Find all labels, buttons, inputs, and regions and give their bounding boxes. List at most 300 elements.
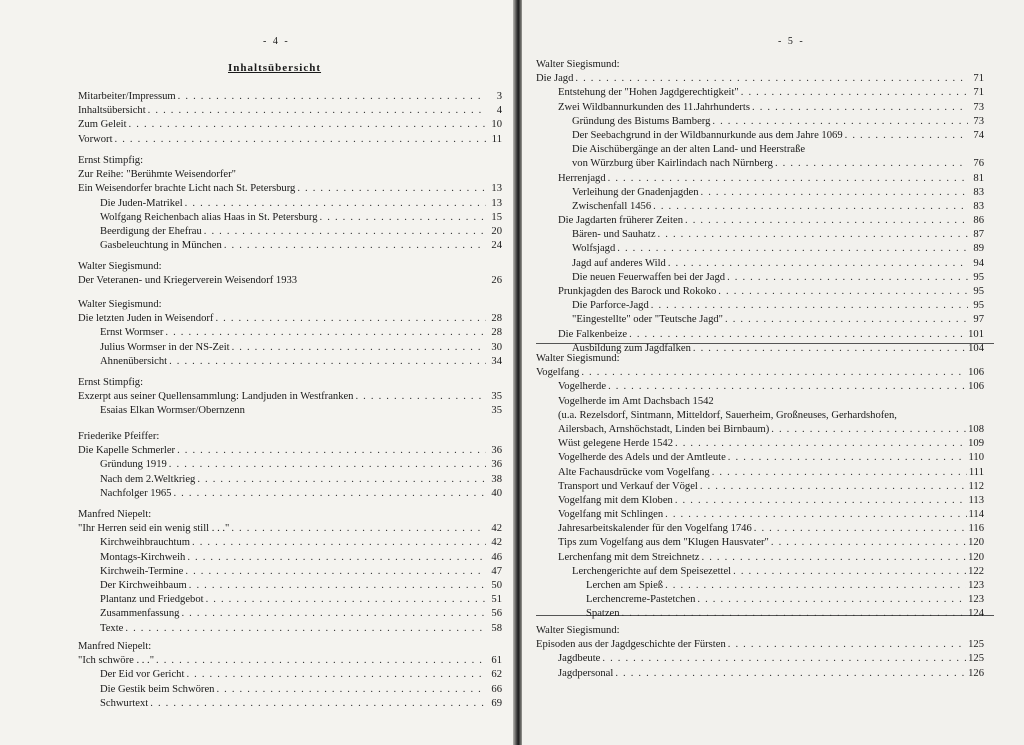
toc-leader-dots [165,326,486,340]
section-author: Manfred Niepelt: [78,641,152,652]
toc-entry-page: 11 [491,133,502,145]
toc-section [536,58,984,356]
toc-entry-page: 86 [973,215,984,227]
toc-entry-title: Die Jagdarten früherer Zeiten [558,215,683,227]
toc-leader-dots [727,271,968,285]
toc-section [78,298,502,369]
toc-entry-page: 36 [491,459,502,471]
toc-entry [536,242,984,256]
toc-leader-dots [668,257,968,271]
toc-entry-page: 114 [968,509,984,521]
toc-entry-title: Schwurtext [100,697,149,709]
toc-entry [78,404,502,418]
section-author: Ernst Stimpfig: [78,155,144,166]
toc-entry [536,214,984,228]
toc-entry-title: Gründung 1919 [100,459,167,471]
toc-leader-dots [206,593,486,607]
toc-entry-title: Die Gestik beim Schwören [100,683,215,695]
toc-section [536,624,984,681]
section-author: Friederike Pfeiffer: [78,431,160,442]
toc-entry-page: 73 [973,115,984,127]
toc-entry [78,654,502,668]
toc-entry-title: Der Seebachgrund in der Wildbannurkunde aus dem Jahre 1069 [572,129,843,141]
toc-entry [536,638,984,652]
section-author: Walter Siegismund: [536,59,620,70]
section-author: Ernst Stimpfig: [78,377,144,388]
toc-entry-page: 106 [968,381,984,393]
toc-entry [536,129,984,143]
toc-entry [536,508,984,522]
toc-leader-dots [148,104,486,118]
toc-entry-page: 87 [973,229,984,241]
toc-entry-title: Lerchencreme-Pastetchen [586,594,696,606]
toc-entry-page: 35 [491,405,502,417]
toc-entry-title: Zwei Wildbannurkunden des 11.Jahrhunderts [558,101,750,113]
toc-leader-dots [697,593,966,607]
toc-entry-page: 109 [968,438,984,450]
toc-entry-title: Wüst gelegene Herde 1542 [558,438,674,450]
toc-entry-title: Gasbeleuchtung in München [100,240,222,252]
toc-entry-page: 20 [491,225,502,237]
toc-entry-page: 35 [491,391,502,403]
book-gutter [513,0,522,745]
toc-leader-dots [169,458,486,472]
toc-entry-page: 89 [973,243,984,255]
toc-entry-page: 28 [491,313,502,325]
toc-entry-title: Zur Reihe: "Berühmte Weisendorfer" [78,169,236,181]
toc-entry-page: 124 [968,608,984,620]
toc-leader-dots [602,652,966,666]
toc-entry [78,225,502,239]
toc-section [78,430,502,501]
toc-entry-title: Verleihung der Gnadenjagden [572,186,699,198]
toc-entry-title: Beerdigung der Ehefrau [100,225,202,237]
toc-entry [536,328,984,342]
toc-leader-dots [775,157,968,171]
toc-entry [536,366,984,380]
toc-entry-title: Vogelfang mit Schlingen [558,509,664,521]
toc-entry [536,172,984,186]
toc-entry [536,380,984,394]
toc-leader-dots [187,551,486,565]
toc-entry-title: Nach dem 2.Weltkrieg [100,473,196,485]
toc-entry [78,182,502,196]
toc-entry-title: Wolfgang Reichenbach alias Haas in St. Petersburg [100,211,318,223]
toc-leader-dots [224,239,486,253]
toc-entry-page: 125 [968,653,984,665]
toc-entry-title: Der Veteranen- und Kriegerverein Weisendorf 1933 [78,275,298,287]
toc-leader-dots [771,536,966,550]
toc-entry-page: 4 [496,105,502,117]
toc-leader-dots [192,536,486,550]
toc-entry-title: Exzerpt aus seiner Quellensammlung: Landjuden in Westfranken [78,391,354,403]
toc-entry [536,607,984,621]
toc-entry-page: 110 [968,452,984,464]
toc-leader-dots [177,444,486,458]
toc-entry-page: 13 [491,183,502,195]
toc-leader-dots [725,313,968,327]
toc-entry [536,228,984,242]
toc-entry [536,86,984,100]
section-author: Manfred Niepelt: [78,509,152,520]
toc-entry-title: Jagd auf anderes Wild [572,257,666,269]
toc-leader-dots [115,133,486,147]
toc-entry [78,536,502,550]
toc-leader-dots [701,186,969,200]
toc-entry-title: Vorwort [78,133,113,145]
toc-heading: Inhaltsübersicht [228,62,322,74]
toc-entry-page: 42 [491,537,502,549]
toc-entry-title: Herrenjagd [558,172,606,184]
toc-entry-page: 108 [968,423,984,435]
toc-entry [536,551,984,565]
toc-leader-dots [150,697,486,711]
toc-leader-dots [355,390,486,404]
toc-entry-page: 58 [491,622,502,634]
toc-entry-page: 46 [491,551,502,563]
toc-leader-dots [653,200,968,214]
toc-entry-page: 95 [973,286,984,297]
toc-entry [536,257,984,271]
toc-entry [78,683,502,697]
toc-entry-page: 66 [491,683,502,695]
toc-leader-dots [665,579,966,593]
toc-entry-page: 126 [968,667,984,679]
toc-leader-dots [675,494,967,508]
toc-entry-page: 113 [968,494,984,506]
toc-entry-page: 122 [968,565,984,577]
toc-leader-dots [181,607,486,621]
toc-leader-dots [608,172,968,186]
toc-leader-dots [741,86,968,100]
toc-entry [78,668,502,682]
toc-leader-dots [752,101,968,115]
toc-entry-page: 50 [491,579,502,591]
toc-entry [78,473,502,487]
toc-entry [536,395,984,409]
toc-leader-dots [169,355,486,369]
toc-entry-title: Der Kirchweihbaum [100,579,187,591]
toc-entry-page: 95 [973,271,984,283]
toc-entry-page: 69 [491,697,502,709]
toc-section [78,640,502,711]
toc-entry-title: Die Juden-Matrikel [100,197,183,209]
toc-entry-page: 28 [491,327,502,339]
toc-entry-title: Lerchenfang mit dem Streichnetz [558,551,700,563]
toc-entry-title: Die Falkenbeize [558,328,628,340]
toc-entry-title: Inhaltsübersicht [78,105,146,117]
toc-entry-title: Kirchweih-Termine [100,565,184,577]
toc-entry [78,458,502,472]
toc-entry-page: 40 [491,487,502,499]
toc-leader-dots [754,522,967,536]
toc-entry [536,143,984,157]
toc-entry-page: 38 [491,473,502,485]
toc-entry [78,239,502,253]
toc-leader-dots [685,214,968,228]
toc-entry-title: Lerchengerichte auf dem Speisezettel [572,565,732,577]
toc-leader-dots [186,668,486,682]
toc-entry-title: Jahresarbeitskalender für den Vogelfang 1746 [558,523,752,535]
toc-entry-title: Spatzen [586,608,620,620]
section-author: Walter Siegismund: [78,261,162,272]
toc-section [78,260,502,288]
right-page [522,0,1024,745]
toc-leader-dots [700,480,967,494]
toc-entry-title: Jagdpersonal [558,667,614,679]
toc-leader-dots [728,451,967,465]
toc-entry-title: Zwischenfall 1456 [572,200,652,212]
toc-entry [78,341,502,355]
toc-leader-dots [185,197,486,211]
toc-leader-dots [608,380,966,394]
toc-entry [536,101,984,115]
toc-leader-dots [232,341,486,355]
toc-entry-title: Vogelfang mit dem Kloben [558,494,673,506]
toc-entry-title: Julius Wormser in der NS-Zeit [100,341,230,353]
toc-entry-title: Die neuen Feuerwaffen bei der Jagd [572,271,726,283]
toc-entry [78,312,502,326]
toc-entry-title: Die Aischübergänge an der alten Land- und Heerstraße [572,144,806,156]
toc-entry-page: 112 [968,480,984,492]
toc-entry [536,494,984,508]
toc-entry-title: Entstehung der "Hohen Jagdgerechtigkeit" [558,87,739,99]
toc-entry-title: Der Eid vor Gericht [100,669,185,681]
toc-entry-title: Zum Geleit [78,119,127,131]
toc-leader-dots [702,551,967,565]
toc-entry-page: 94 [973,257,984,269]
toc-leader-dots [629,328,966,342]
toc-entry-page: 73 [973,101,984,113]
toc-entry-page: 34 [491,355,502,367]
toc-leader-dots [651,299,968,313]
toc-entry [536,423,984,437]
toc-entry-page: 81 [973,172,984,184]
toc-leader-dots [231,522,486,536]
toc-entry-title: Plantanz und Friedgebot [100,594,204,606]
toc-entry-page: 111 [968,466,984,478]
toc-leader-dots [216,683,486,697]
toc-entry-title: Ahnenübersicht [100,355,168,367]
toc-leader-dots [728,638,966,652]
toc-leader-dots [197,473,486,487]
toc-leader-dots [125,622,486,636]
toc-entry-page: 120 [968,551,984,563]
toc-leader-dots [675,437,966,451]
toc-entry [536,480,984,494]
toc-section [78,154,502,253]
toc-entry [78,622,502,636]
toc-leader-dots [712,115,968,129]
toc-entry-title: (u.a. Rezelsdorf, Sintmann, Mitteldorf, Sauerheim, Großneuses, Gerhardshofen, [558,409,897,421]
toc-entry-title: Zusammenfassung [100,608,180,620]
toc-entry [78,355,502,369]
toc-entry-page: 56 [491,608,502,620]
toc-entry-title: Ausbildung zum Jagdfalken [572,342,691,354]
toc-leader-dots [665,508,966,522]
toc-entry-page: 62 [491,669,502,681]
toc-entry-title: "Eingestellte" oder "Teutsche Jagd" [572,314,723,326]
toc-entry [536,271,984,285]
toc-section [78,508,502,636]
toc-entry-page: 71 [973,73,984,85]
left-page-number: - 4 - [263,36,290,47]
section-author: Walter Siegismund: [536,625,620,636]
toc-leader-dots [712,466,967,480]
toc-entry [536,652,984,666]
section-author: Walter Siegismund: [78,299,162,310]
toc-entry-title: Gründung des Bistums Bamberg [572,115,711,127]
toc-entry-page: 61 [491,655,502,667]
toc-leader-dots [320,211,486,225]
toc-entry-page: 106 [968,367,984,379]
toc-entry-title: Ein Weisendorfer brachte Licht nach St. Petersburg [78,183,296,195]
toc-entry-title: Lerchen am Spieß [586,580,664,591]
toc-entry-page: 83 [973,200,984,212]
toc-entry [536,186,984,200]
toc-leader-dots [622,607,967,621]
toc-entry [536,536,984,550]
toc-leader-dots [189,579,486,593]
toc-leader-dots [178,90,486,104]
toc-entry [78,168,502,182]
toc-entry [536,285,984,299]
toc-entry-title: Kirchweihbrauchtum [100,537,191,549]
toc-entry-page: 13 [491,197,502,209]
toc-entry-title: "Ihr Herren seid ein wenig still . . ." [78,523,230,535]
toc-entry-page: 116 [968,523,984,535]
toc-leader-dots [129,118,486,132]
section-author: Walter Siegismund: [536,353,620,364]
toc-entry-title: Transport und Verkauf der Vögel [558,480,698,492]
toc-leader-dots [575,72,968,86]
toc-entry [78,118,502,132]
right-page-number: - 5 - [778,36,805,47]
toc-entry-page: 120 [968,537,984,549]
toc-entry [536,466,984,480]
toc-entry-title: Alte Fachausdrücke vom Vogelfang [558,466,710,478]
toc-leader-dots [185,565,486,579]
toc-entry [78,390,502,404]
toc-entry [78,90,502,104]
toc-leader-dots [173,487,486,501]
toc-leader-dots [297,182,486,196]
toc-entry-page: 123 [968,594,984,606]
toc-entry-title: Esaias Elkan Wormser/Obernzenn [100,405,245,417]
toc-entry-title: Bären- und Sauhatz [572,229,656,241]
toc-entry-title: Tips zum Vogelfang aus dem "Klugen Hausvater" [558,537,769,549]
toc-entry-page: 123 [968,580,984,591]
toc-entry-title: Die Jagd [536,73,574,85]
toc-entry [536,200,984,214]
toc-entry-title: Episoden aus der Jagdgeschichte der Fürsten [536,639,726,651]
toc-section [78,90,502,147]
toc-entry [78,551,502,565]
toc-entry [536,565,984,579]
toc-entry [78,607,502,621]
toc-entry-title: Prunkjagden des Barock und Rokoko [558,286,717,297]
toc-leader-dots [771,423,966,437]
toc-entry [536,313,984,327]
toc-entry-page: 71 [973,87,984,99]
toc-entry [536,522,984,536]
toc-entry-title: Die letzten Juden in Weisendorf [78,313,214,325]
toc-entry [78,697,502,711]
toc-entry-page: 95 [973,300,984,312]
toc-entry-title: Ailersbach, Arnshöchstadt, Linden bei Birnbaum) [558,423,770,435]
toc-leader-dots [733,565,966,579]
toc-entry [78,211,502,225]
toc-entry-title: Die Kapelle Schmerler [78,445,176,457]
toc-leader-dots [617,242,968,256]
toc-entry-page: 76 [973,158,984,170]
toc-entry-page: 26 [491,275,502,287]
toc-entry-title: "Ich schwöre . . ." [78,655,155,667]
toc-entry [536,593,984,607]
toc-leader-dots [658,228,968,242]
toc-leader-dots [581,366,966,380]
toc-entry-title: Die Parforce-Jagd [572,300,649,312]
toc-entry-page: 30 [491,341,502,353]
toc-section [78,376,502,419]
toc-entry-title: von Würzburg über Kairlindach nach Nürnberg [572,158,773,170]
toc-entry [536,667,984,681]
toc-entry-title: Ernst Wormser [100,327,164,339]
toc-entry-page: 51 [491,594,502,606]
toc-entry-page: 104 [968,342,984,354]
toc-entry-page: 47 [491,565,502,577]
toc-entry [536,409,984,423]
toc-entry-title: Nachfolger 1965 [100,487,172,499]
toc-entry-page: 83 [973,186,984,198]
toc-entry [78,579,502,593]
toc-entry-page: 10 [491,119,502,131]
toc-entry-page: 3 [496,91,502,102]
toc-entry [536,72,984,86]
toc-entry-page: 74 [973,129,984,141]
toc-entry [536,451,984,465]
toc-entry-title: Vogelherde des Adels und der Amtleute [558,452,726,464]
toc-entry-page: 15 [491,211,502,223]
toc-entry-title: Wolfsjagd [572,243,616,255]
toc-entry [78,444,502,458]
toc-entry-title: Texte [100,622,124,634]
toc-entry [78,593,502,607]
toc-entry-title: Jagdbeute [558,653,601,665]
toc-leader-dots [204,225,486,239]
toc-entry [536,299,984,313]
toc-leader-dots [718,285,968,299]
toc-entry [536,579,984,593]
toc-leader-dots [215,312,486,326]
toc-entry-title: Vogelherde im Amt Dachsbach 1542 [558,395,714,407]
toc-leader-dots [845,129,968,143]
toc-leader-dots [156,654,486,668]
toc-entry [78,274,502,288]
toc-section [536,352,984,622]
toc-entry-page: 97 [973,314,984,326]
toc-entry [78,565,502,579]
toc-entry-title: Montags-Kirchweih [100,551,186,563]
toc-entry-title: Vogelherde [558,381,607,393]
toc-entry [78,197,502,211]
toc-entry-page: 101 [968,328,984,340]
toc-entry-page: 125 [968,639,984,651]
toc-entry [78,104,502,118]
toc-entry [536,115,984,129]
toc-entry-title: Vogelfang [536,367,580,379]
toc-entry-title: Mitarbeiter/Impressum [78,91,176,102]
